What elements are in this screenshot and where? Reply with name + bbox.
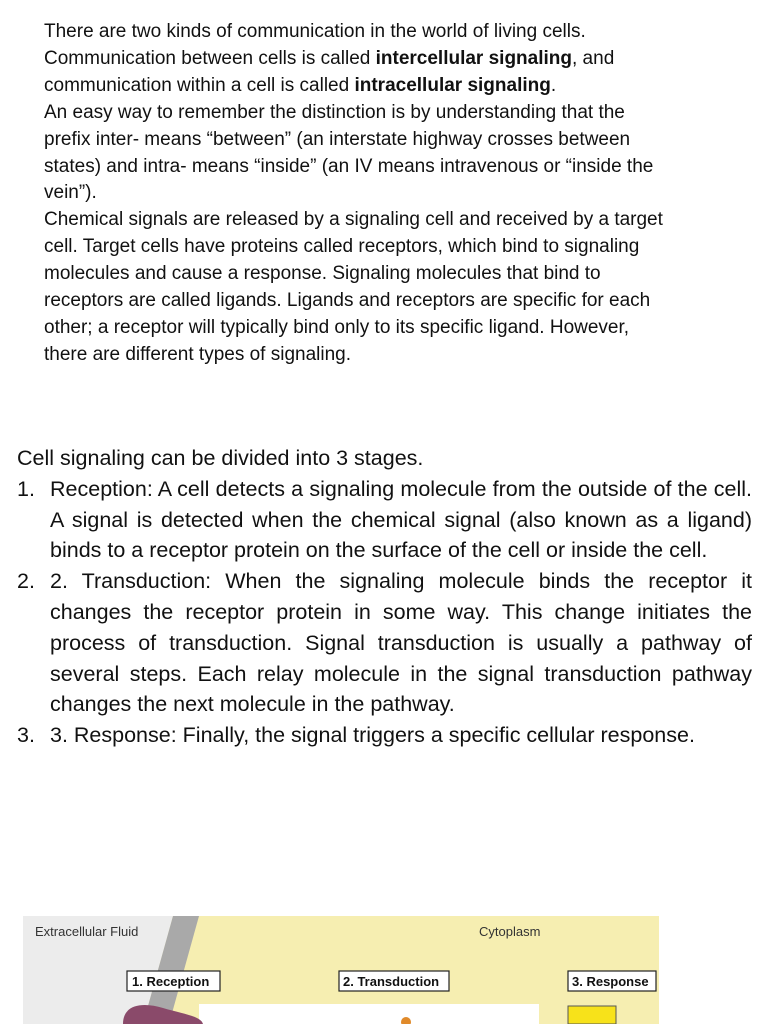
- list-item: [17, 474, 752, 566]
- stage-response-box: [568, 971, 656, 991]
- stage-reception-box: [127, 971, 220, 991]
- transduction-pathway-area: [199, 1004, 539, 1024]
- stages-section: [17, 443, 752, 751]
- intro-paragraph-2: An easy way to remember the distinction is by understanding that the prefix inter- means “between” (an interstate highway crosses between states) and intra- means “inside” (an IV means intravenous or “inside the vein”).: [44, 101, 654, 204]
- list-item-text: 3. Response: Finally, the signal triggers a specific cellular response.: [50, 723, 695, 748]
- list-item: [17, 566, 752, 720]
- stage-transduction-label: 2. Transduction: [343, 974, 440, 989]
- extracellular-fluid-label: Extracellular Fluid: [35, 924, 139, 939]
- list-item: [17, 720, 752, 751]
- stages-list: [17, 474, 752, 751]
- stage-reception-label: 1. Reception: [132, 974, 210, 989]
- term-intracellular-signaling: intracellular signaling: [354, 74, 551, 96]
- list-number: 2.: [17, 569, 35, 594]
- list-number: 3.: [17, 723, 35, 748]
- list-number: 1.: [17, 476, 35, 501]
- cell-signaling-diagram: [23, 916, 659, 1024]
- list-item-text: Reception: A cell detects a signaling molecule from the outside of the cell. A signal is detected when the chemical signal (also known as a ligand) binds to a receptor protein on the surface of the cell or inside the cell.: [50, 476, 752, 563]
- diagram-figure: [23, 916, 659, 1024]
- stage-response-label: 3. Response: [572, 974, 649, 989]
- stages-heading: Cell signaling can be divided into 3 stages.: [17, 446, 424, 470]
- intro-paragraph-1: There are two kinds of communication in the world of living cells. Communication between cells is called intercellular signaling, and communication within a cell is called intracellular signaling.: [44, 21, 615, 96]
- list-item-text: 2. Transduction: When the signaling molecule binds the receptor it changes the receptor protein in some way. This change initiates the process of transduction. Signal transduction is usually a pathway of several steps. Each relay molecule in the signal transduction pathway changes the next molecule in the pathway.: [50, 569, 752, 717]
- term-intercellular-signaling: intercellular signaling: [375, 47, 572, 69]
- intro-paragraph-3: Chemical signals are released by a signaling cell and received by a target cell. Target cells have proteins called receptors, which bind to signaling molecules and cause a response. Signaling molecules that bind to receptors are called ligands. Ligands and receptors are specific for each other; a receptor will typically bind only to its specific ligand. However, there are different types of signaling.: [44, 209, 663, 365]
- intro-text: [44, 19, 664, 369]
- stage-transduction-box: [339, 971, 449, 991]
- response-box: [568, 1006, 616, 1024]
- cytoplasm-label: Cytoplasm: [479, 924, 541, 939]
